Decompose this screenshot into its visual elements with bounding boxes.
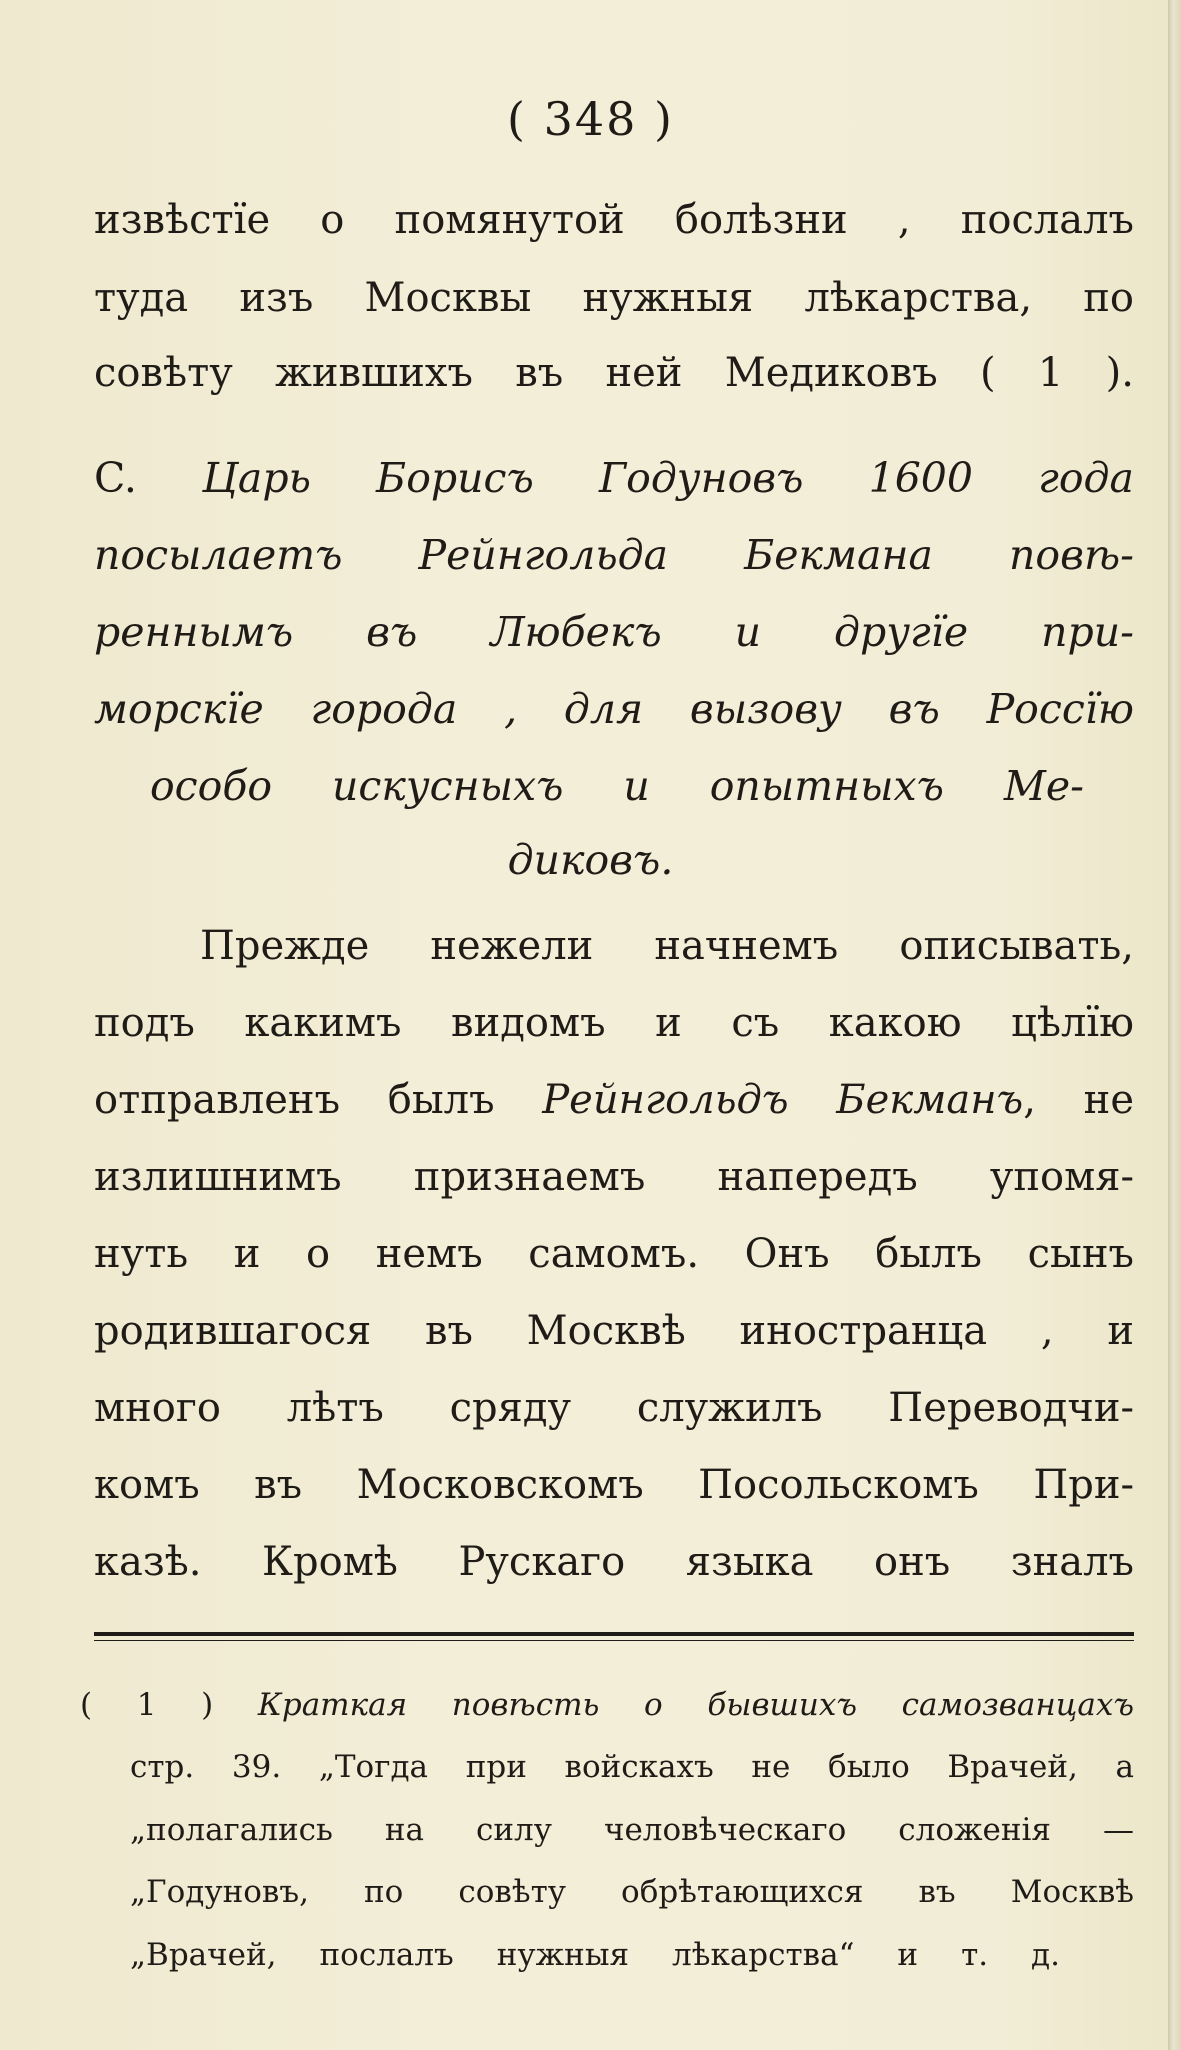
footnote-line: „Годуновъ, по совѣту обрѣтающихся въ Москвѣ [130, 1874, 1134, 1910]
footnote-rule-thin [94, 1640, 1134, 1641]
footnote-line [80, 1687, 1134, 1723]
footnote-rule [94, 1632, 1134, 1636]
text-line: родившагося въ Москвѣ иностранца , и [94, 1308, 1134, 1354]
text-line: нуть и о немъ самомъ. Онъ былъ сынъ [94, 1231, 1134, 1277]
text-line: туда изъ Москвы нужныя лѣкарства, по [94, 275, 1134, 321]
section-heading-line [94, 454, 1134, 502]
footnote-marker: ( 1 ) [80, 1687, 214, 1723]
italic-name: Рейнгольдъ Бекманъ [542, 1077, 1024, 1123]
text-line: извѣстїе о помянутой болѣзни , послалъ [94, 197, 1134, 243]
section-heading-line: посылаетъ Рейнгольда Бекмана повѣ- [94, 531, 1134, 579]
text-line: излишнимъ признаемъ напередъ упомя- [94, 1154, 1134, 1200]
text-line: отправленъ былъ Рейнгольдъ Бекманъ, не [94, 1077, 1134, 1123]
section-heading-line: морскїе города , для вызову въ Россїю [94, 685, 1134, 733]
section-heading-text: Царь Борисъ Годуновъ 1600 года [202, 454, 1134, 502]
page-number: ( 348 ) [507, 92, 674, 146]
section-letter: C. [94, 454, 137, 502]
text-line: подъ какимъ видомъ и съ какою цѣлїю [94, 1000, 1134, 1046]
section-heading-line: реннымъ въ Любекъ и другїе при- [94, 608, 1134, 656]
text-line: много лѣтъ сряду служилъ Переводчи- [94, 1385, 1134, 1431]
footnote-line: „Врачей, послалъ нужныя лѣкарства“ и т. д. [130, 1937, 1060, 1973]
text-line: казѣ. Кромѣ Рускаго языка онъ зналъ [94, 1539, 1134, 1585]
text-line: комъ въ Московскомъ Посольскомъ При- [94, 1462, 1134, 1508]
footnote-line: стр. 39. „Тогда при войскахъ не было Врачей, а [130, 1749, 1134, 1785]
page-edge [1168, 0, 1181, 2050]
footnote-title: Краткая повѣсть о бывшихъ самозванцахъ [257, 1687, 1134, 1723]
footnote-line: „полагались на силу человѣческаго сложенія — [130, 1812, 1134, 1848]
text-line: совѣту жившихъ въ ней Медиковъ ( 1 ). [94, 350, 1134, 396]
section-heading-line: диковъ. [507, 836, 674, 884]
text-line: Прежде нежели начнемъ описывать, [200, 923, 1134, 969]
section-heading-line: особо искусныхъ и опытныхъ Ме- [150, 762, 1084, 810]
